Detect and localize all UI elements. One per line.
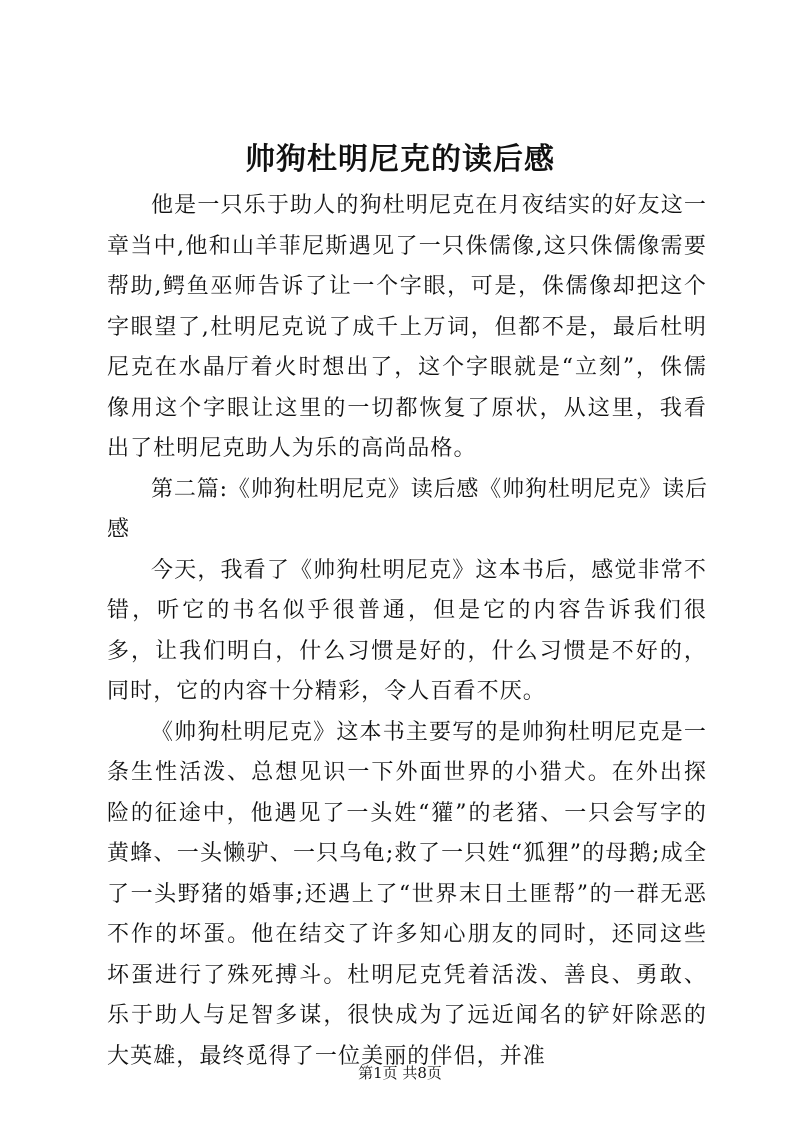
document-title: 帅狗杜明尼克的读后感 — [245, 142, 555, 177]
paragraph-2-section-heading: 第二篇:《帅狗杜明尼克》读后感《帅狗杜明尼克》读后感 — [107, 476, 707, 542]
paragraph-4: 《帅狗杜明尼克》这本书主要写的是帅狗杜明尼克是一条生性活泼、总想见识一下外面世界的小猎犬。在外出探险的征途中，他遇见了一头姓“獾”的老猪、一只会写字的黄蜂、一头懒驴、一只乌龟;救了一只姓“狐狸”的母鹅;成全了一头野猪的婚事;还遇上了“世界末日土匪帮”的一群无恶不作的坏蛋。他在结交了许多知心朋友的同时，还同这些坏蛋进行了殊死搏斗。杜明尼克凭着活泼、善良、勇敢、乐于助人与足智多谋，很快成为了远近闻名的铲奸除恶的大英雄，最终觅得了一位美丽的伴侣，并准 — [107, 719, 707, 1069]
paragraph-1: 他是一只乐于助人的狗杜明尼克在月夜结实的好友这一章当中,他和山羊菲尼斯遇见了一只侏儒像,这只侏儒像需要帮助,鳄鱼巫师告诉了让一个字眼，可是，侏儒像却把这个字眼望了,杜明尼克说了成千上万词，但都不是，最后杜明尼克在水晶厅着火时想出了，这个字眼就是“立刻”，侏儒像用这个字眼让这里的一切都恢复了原状，从这里，我看出了杜明尼克助人为乐的高尚品格。 — [107, 193, 707, 461]
page-number-footer: 第1页 共8页 — [358, 1064, 442, 1082]
paragraph-3: 今天，我看了《帅狗杜明尼克》这本书后，感觉非常不错，听它的书名似乎很普通，但是它的内容告诉我们很多，让我们明白，什么习惯是好的，什么习惯是不好的，同时，它的内容十分精彩，令人百看不厌。 — [107, 557, 707, 704]
document-body — [107, 186, 707, 1077]
